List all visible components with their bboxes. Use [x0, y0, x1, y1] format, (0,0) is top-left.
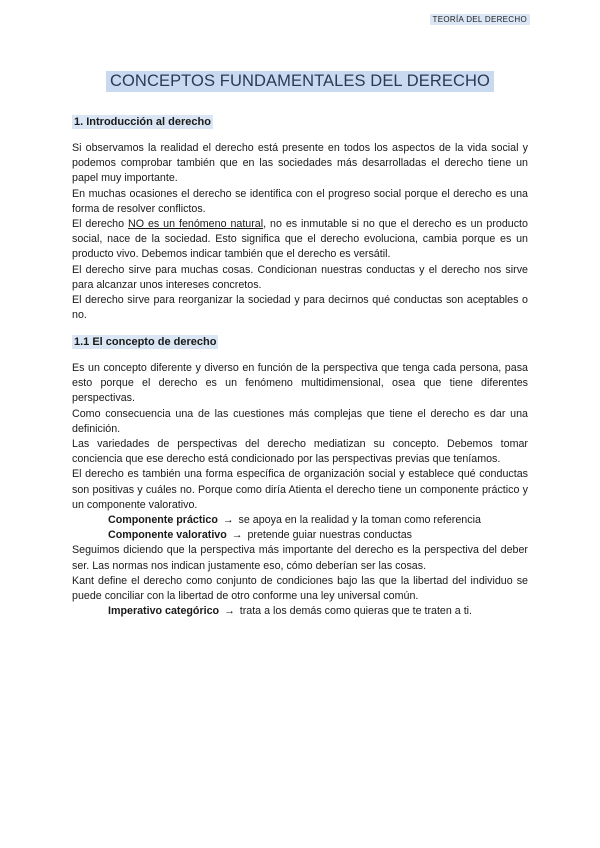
underlined-phrase: NO es un fenómeno natural: [127, 218, 264, 231]
section-2-paragraph-2: Como consecuencia una de las cuestiones más complejas que tiene el derecho es dar una definición.: [72, 407, 528, 435]
section-1-paragraph-4: El derecho sirve para muchas cosas. Condicionan nuestras conductas y el derecho nos sirve para alcanzar unos intereses concretos.: [72, 263, 528, 291]
section-2-paragraph-1: Es un concepto diferente y diverso en función de la perspectiva que tenga cada persona, pasa esto porque el derecho es un fenómeno multidimensional, osea que tiene diferentes perspectivas.: [72, 362, 528, 405]
component-text-valorative: pretende guiar nuestras conductas: [247, 529, 413, 542]
imperative-text: trata a los demás como quieras que te traten a ti.: [239, 605, 473, 618]
section-1-paragraph-3: [72, 217, 528, 263]
section-1-paragraph-3-start: El derecho: [72, 218, 128, 231]
section-2-paragraph-4: El derecho es también una forma específica de organización social y establece qué conductas son positivas y cuáles no. Porque como diría Atienta el derecho tiene un componente práctico y un componente valorativo.: [72, 468, 528, 511]
section-2-paragraph-3: Las variedades de perspectivas del derecho mediatizan su concepto. Debemos tomar conciencia que ese derecho está condicionado por las perspectivas previas que teníamos.: [72, 438, 528, 466]
title-wrap: [0, 71, 600, 92]
arrow-icon: →: [224, 605, 235, 618]
section-2-heading: 1.1 El concepto de derecho: [74, 336, 217, 348]
section-1-heading: 1. Introducción al derecho: [74, 116, 211, 128]
header-tag: TEORÍA DEL DERECHO: [430, 14, 530, 25]
section-2-paragraph-5: Seguimos diciendo que la perspectiva más importante del derecho es la perspectiva del deber ser. Las normas nos indican justamente eso, cómo deberían ser las cosas.: [72, 544, 528, 572]
component-term-valorative: Componente valorativo: [108, 529, 227, 542]
section-1-paragraph-1: Si observamos la realidad el derecho está presente en todos los aspectos de la vida social y podemos comprobar también que en las sociedades más desarrolladas el derecho tiene un papel muy importante.: [72, 142, 528, 185]
page-title: CONCEPTOS FUNDAMENTALES DEL DERECHO: [106, 71, 494, 92]
section-1-paragraph-5: El derecho sirve para reorganizar la sociedad y para decirnos qué conductas son aceptables o no.: [72, 294, 528, 322]
section-1-paragraph-2: En muchas ocasiones el derecho se identifica con el progreso social porque el derecho es una forma de resolver conflictos.: [72, 187, 528, 215]
imperative-item: [72, 604, 528, 619]
section-2-body: [72, 361, 528, 619]
section-1-paragraph-3-end: , no es inmutable si no que el derecho es un producto social, nace de la sociedad. Esto significa que el derecho evoluciona, cambia porque es un producto vivo. Debemos indicar también que el derecho es versátil.: [72, 218, 528, 261]
section-1-heading-wrap: [72, 112, 528, 130]
imperative-term: Imperativo categórico: [108, 605, 220, 618]
section-2-paragraph-6: Kant define el derecho como conjunto de condiciones bajo las que la libertad del individuo se puede conciliar con la libertad de otro conforme una ley universal común.: [72, 574, 528, 603]
component-text-practical: se apoya en la realidad y la toman como referencia: [238, 514, 481, 527]
arrow-icon: →: [222, 514, 234, 527]
section-1-body: [72, 141, 528, 323]
section-2-heading-wrap: [72, 332, 528, 350]
arrow-icon: →: [231, 529, 243, 542]
component-item-practical: [72, 513, 528, 528]
component-item-valorative: [72, 528, 528, 543]
component-term-practical: Componente práctico: [108, 514, 218, 527]
